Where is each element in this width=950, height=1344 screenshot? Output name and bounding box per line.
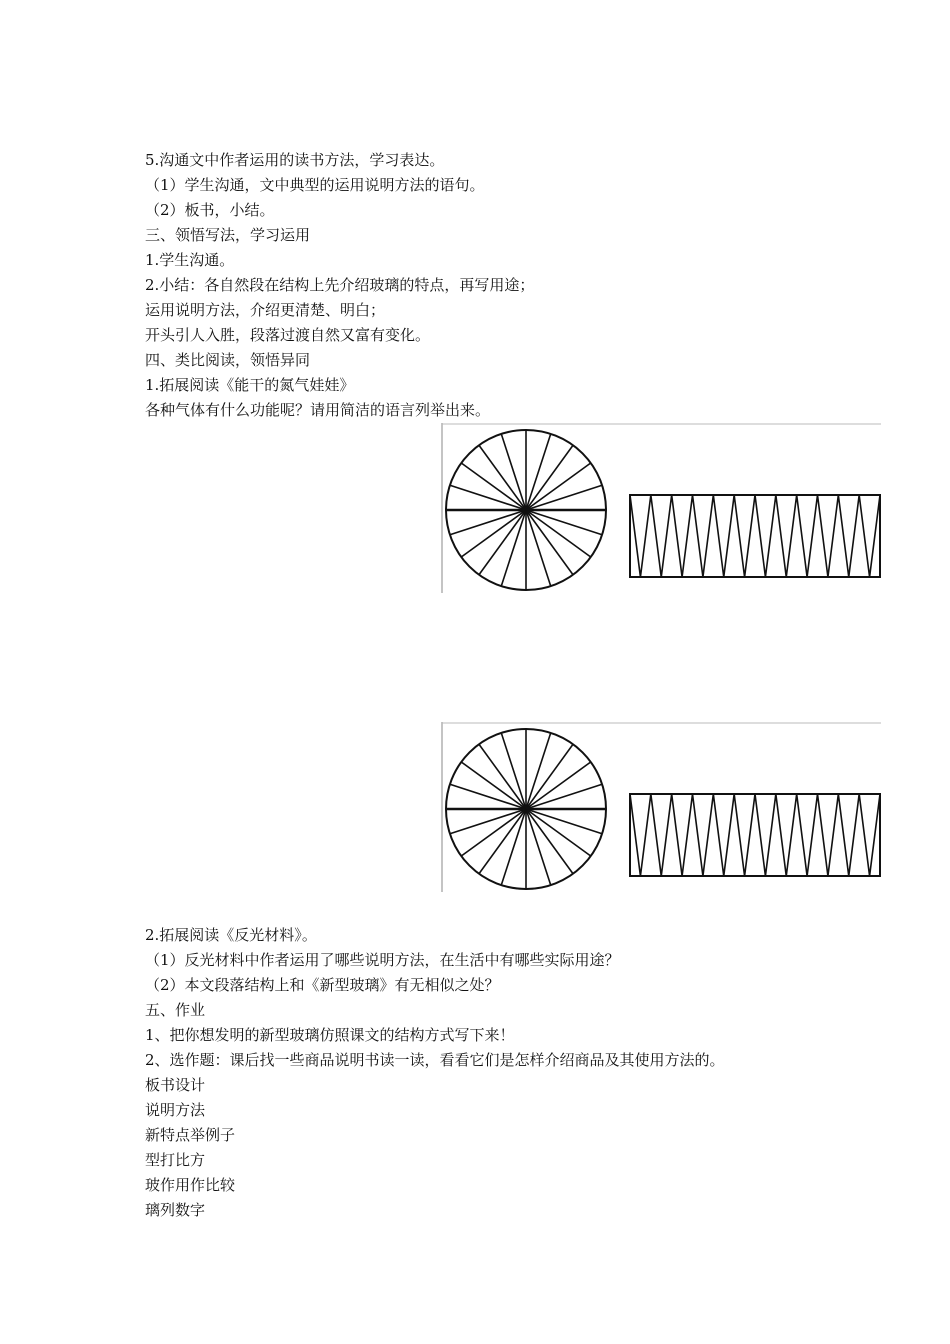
text-line: 1、把你想发明的新型玻璃仿照课文的结构方式写下来！ <box>145 1026 515 1044</box>
circle-spoke <box>526 445 573 510</box>
circle-spoke <box>526 784 602 809</box>
circle-spoke <box>450 510 526 535</box>
circle-spoke <box>501 733 526 809</box>
circle-spoke <box>526 809 551 885</box>
circle-spoke <box>479 809 526 874</box>
circle-spoke <box>526 510 551 586</box>
text-line: 2.小结：各自然段在结构上先介绍玻璃的特点，再写用途； <box>145 276 535 294</box>
circle-spoke <box>526 733 551 809</box>
text-line: 新特点举例子 <box>145 1126 236 1144</box>
text-line: 运用说明方法，介绍更清楚、明白； <box>145 301 386 319</box>
circle-spoke <box>450 784 526 809</box>
text-line: 1.拓展阅读《能干的氮气娃娃》 <box>145 376 355 394</box>
circle-spoke <box>526 510 591 557</box>
text-line: 板书设计 <box>145 1076 206 1094</box>
text-line: 型打比方 <box>145 1151 206 1169</box>
text-line: 5.沟通文中作者运用的读书方法，学习表达。 <box>145 151 445 169</box>
text-line: （1）反光材料中作者运用了哪些说明方法，在生活中有哪些实际用途？ <box>145 951 620 969</box>
text-line: （2）本文段落结构上和《新型玻璃》有无相似之处？ <box>145 976 500 994</box>
section-heading: 五、作业 <box>145 1001 206 1019</box>
figure-svg <box>441 722 881 892</box>
zigzag-rectangle <box>630 495 880 577</box>
circle-spoke <box>526 809 573 874</box>
circle-spoke <box>450 809 526 834</box>
circle-spoke <box>461 809 526 856</box>
text-line: 1.学生沟通。 <box>145 251 235 269</box>
zigzag-rectangle <box>630 794 880 876</box>
zigzag-line <box>630 794 880 876</box>
spoked-circle <box>446 729 606 889</box>
circle-spoke <box>526 463 591 510</box>
circle-spoke <box>526 809 602 834</box>
text-line: 2、选作题：课后找一些商品说明书读一读，看看它们是怎样介绍商品及其使用方法的。 <box>145 1051 725 1069</box>
circle-spoke <box>479 744 526 809</box>
spoked-circle <box>446 430 606 590</box>
text-line: 璃列数字 <box>145 1201 206 1219</box>
circle-spoke <box>479 510 526 575</box>
text-line: （2）板书，小结。 <box>145 201 275 219</box>
figure-circle-zigzag-2 <box>441 722 881 892</box>
circle-spoke <box>461 510 526 557</box>
text-line: 玻作用作比较 <box>145 1176 236 1194</box>
circle-spoke <box>526 744 573 809</box>
circle-spoke <box>450 485 526 510</box>
circle-spoke <box>501 434 526 510</box>
circle-spoke <box>526 762 591 809</box>
circle-spoke <box>479 445 526 510</box>
figure-circle-zigzag-1 <box>441 423 881 593</box>
figure-svg <box>441 423 881 593</box>
text-line: （1）学生沟通，文中典型的运用说明方法的语句。 <box>145 176 485 194</box>
circle-spoke <box>526 809 591 856</box>
text-line: 各种气体有什么功能呢？请用简洁的语言列举出来。 <box>145 401 491 419</box>
circle-spoke <box>526 434 551 510</box>
circle-spoke <box>461 463 526 510</box>
circle-spoke <box>501 809 526 885</box>
section-heading: 三、领悟写法，学习运用 <box>145 226 311 244</box>
circle-spoke <box>526 485 602 510</box>
text-line: 开头引人入胜，段落过渡自然又富有变化。 <box>145 326 431 344</box>
zigzag-line <box>630 495 880 577</box>
text-line: 说明方法 <box>145 1101 206 1119</box>
section-heading: 四、类比阅读，领悟异同 <box>145 351 311 369</box>
circle-spoke <box>501 510 526 586</box>
circle-spoke <box>526 510 602 535</box>
text-line: 2.拓展阅读《反光材料》。 <box>145 926 317 944</box>
zigzag-frame <box>630 794 880 876</box>
zigzag-frame <box>630 495 880 577</box>
circle-spoke <box>461 762 526 809</box>
circle-spoke <box>526 510 573 575</box>
